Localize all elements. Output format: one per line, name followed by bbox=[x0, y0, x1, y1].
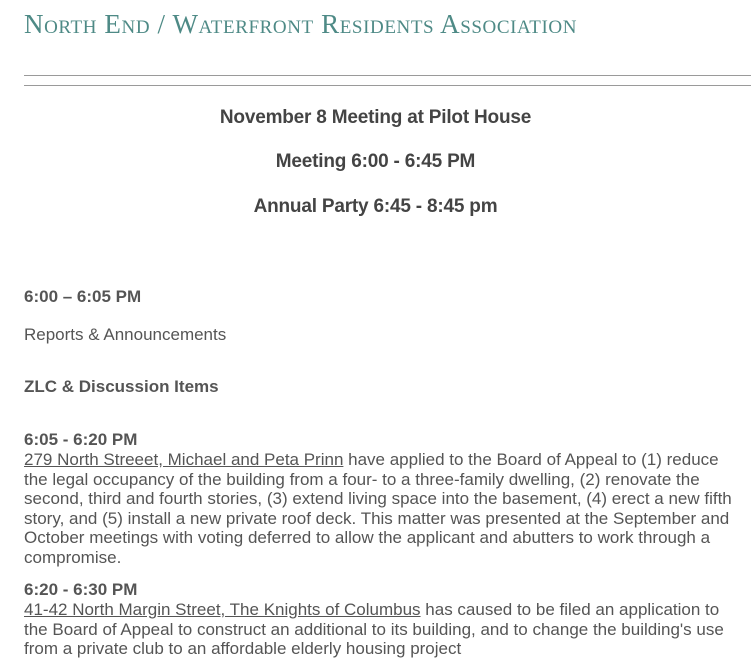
organization-masthead: North End / Waterfront Residents Association bbox=[24, 9, 578, 39]
meeting-time: Meeting 6:00 - 6:45 PM bbox=[275, 151, 476, 172]
agenda-item-text bbox=[24, 450, 736, 567]
agenda-item-text bbox=[24, 600, 736, 659]
agenda-item-time: 6:20 - 6:30 PM bbox=[24, 580, 138, 599]
agenda-item-link[interactable]: 279 North Streeet, Michael and Peta Prinn bbox=[24, 450, 344, 469]
agenda-item bbox=[24, 430, 736, 567]
agenda-item-body: have applied to the Board of Appeal to (1) reduce the legal occupancy of the building from a four- to a three-family dwelling, (2) renovate the second, third and fourth stories, (3) extend living space into the basement, (4) erect a new fifth story, and (5) install a new private roof deck. This matter was presented at the September and October meetings with voting deferred to allow the applicant and abutters to work through a compromise. bbox=[24, 450, 732, 567]
section-heading: ZLC & Discussion Items bbox=[24, 377, 219, 396]
agenda-item-link[interactable]: 41-42 North Margin Street, The Knights of Columbus bbox=[24, 600, 421, 619]
party-time: Annual Party 6:45 - 8:45 pm bbox=[253, 196, 498, 217]
agenda-item-time: 6:05 - 6:20 PM bbox=[24, 430, 138, 449]
header-divider-top bbox=[24, 75, 751, 76]
meeting-title: November 8 Meeting at Pilot House bbox=[219, 107, 532, 128]
agenda-item bbox=[24, 580, 736, 659]
first-slot-time: 6:00 – 6:05 PM bbox=[24, 287, 142, 306]
header-divider-bottom bbox=[24, 85, 751, 86]
agenda-item-body: has caused to be filed an application to the Board of Appeal to construct an additional to its building, and to change the building's use from a private club to an affordable elderly housing project bbox=[24, 600, 724, 658]
first-slot-label: Reports & Announcements bbox=[24, 325, 227, 344]
